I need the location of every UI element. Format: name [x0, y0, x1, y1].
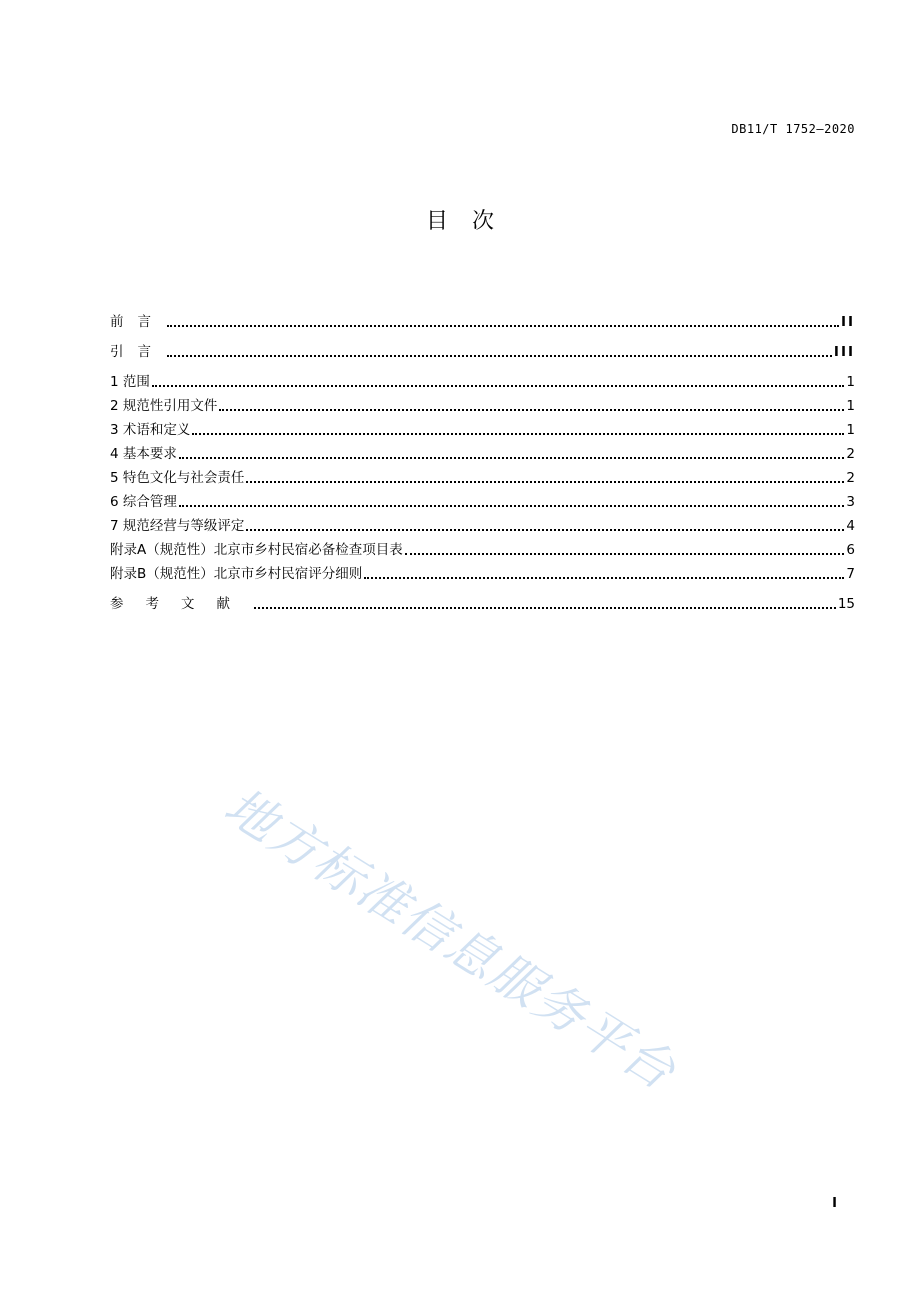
- toc-entry-page: 1: [846, 422, 855, 438]
- toc-entry-label: 7 规范经营与等级评定: [110, 518, 245, 534]
- toc-leader-dots: [152, 385, 845, 387]
- toc-entry-bibliography[interactable]: [110, 592, 855, 612]
- toc-entry-operation-rating[interactable]: [110, 514, 855, 534]
- toc-entry-label: 前言: [110, 314, 165, 330]
- toc-entry-management[interactable]: [110, 490, 855, 510]
- document-code: DB11/T 1752—2020: [731, 122, 855, 136]
- page-number: I: [832, 1196, 837, 1211]
- toc-entry-label: 5 特色文化与社会责任: [110, 470, 245, 486]
- toc-entry-page: 1: [846, 374, 855, 390]
- toc-entry-scope[interactable]: [110, 370, 855, 390]
- toc-entry-label: 引言: [110, 344, 165, 360]
- toc-entry-page: 15: [837, 596, 855, 612]
- toc-entry-culture-responsibility[interactable]: [110, 466, 855, 486]
- toc-entry-basic-requirements[interactable]: [110, 442, 855, 462]
- toc-entry-label: 2 规范性引用文件: [110, 398, 218, 414]
- toc-entry-label: 6 综合管理: [110, 494, 177, 510]
- toc-entry-page: 6: [846, 542, 855, 558]
- toc-entry-page: II: [840, 314, 855, 330]
- watermark: 地方标准信息服务平台: [214, 776, 687, 1102]
- page-title: 目次: [425, 209, 518, 234]
- toc-entry-page: 2: [846, 470, 855, 486]
- toc-entry-page: III: [833, 344, 855, 360]
- toc-entry-label: 参考文献: [110, 596, 252, 612]
- toc-entry-foreword[interactable]: [110, 310, 855, 330]
- toc-entry-appendix-b[interactable]: [110, 562, 855, 582]
- toc-leader-dots: [246, 481, 844, 483]
- toc-leader-dots: [246, 529, 844, 531]
- toc-entry-label: 附录B（规范性）北京市乡村民宿评分细则: [110, 566, 363, 582]
- toc-leader-dots: [219, 409, 844, 411]
- toc-leader-dots: [167, 355, 832, 357]
- toc-entry-appendix-a[interactable]: [110, 538, 855, 558]
- toc-entry-label: 附录A（规范性）北京市乡村民宿必备检查项目表: [110, 542, 403, 558]
- toc-entry-label: 4 基本要求: [110, 446, 177, 462]
- toc-entry-normative-references[interactable]: [110, 394, 855, 414]
- toc-entry-page: 4: [846, 518, 855, 534]
- toc-leader-dots: [405, 553, 845, 555]
- toc-leader-dots: [192, 433, 844, 435]
- toc-entry-label: 1 范围: [110, 374, 150, 390]
- toc-entry-page: 2: [846, 446, 855, 462]
- toc-leader-dots: [167, 325, 839, 327]
- toc-entry-page: 3: [846, 494, 855, 510]
- toc-entry-terms-definitions[interactable]: [110, 418, 855, 438]
- toc-leader-dots: [179, 505, 845, 507]
- toc-entry-page: 1: [846, 398, 855, 414]
- toc-entry-page: 7: [846, 566, 855, 582]
- toc-leader-dots: [179, 457, 845, 459]
- toc-leader-dots: [254, 607, 836, 609]
- toc-entry-label: 3 术语和定义: [110, 422, 191, 438]
- toc-entry-introduction[interactable]: [110, 340, 855, 360]
- toc-leader-dots: [364, 577, 844, 579]
